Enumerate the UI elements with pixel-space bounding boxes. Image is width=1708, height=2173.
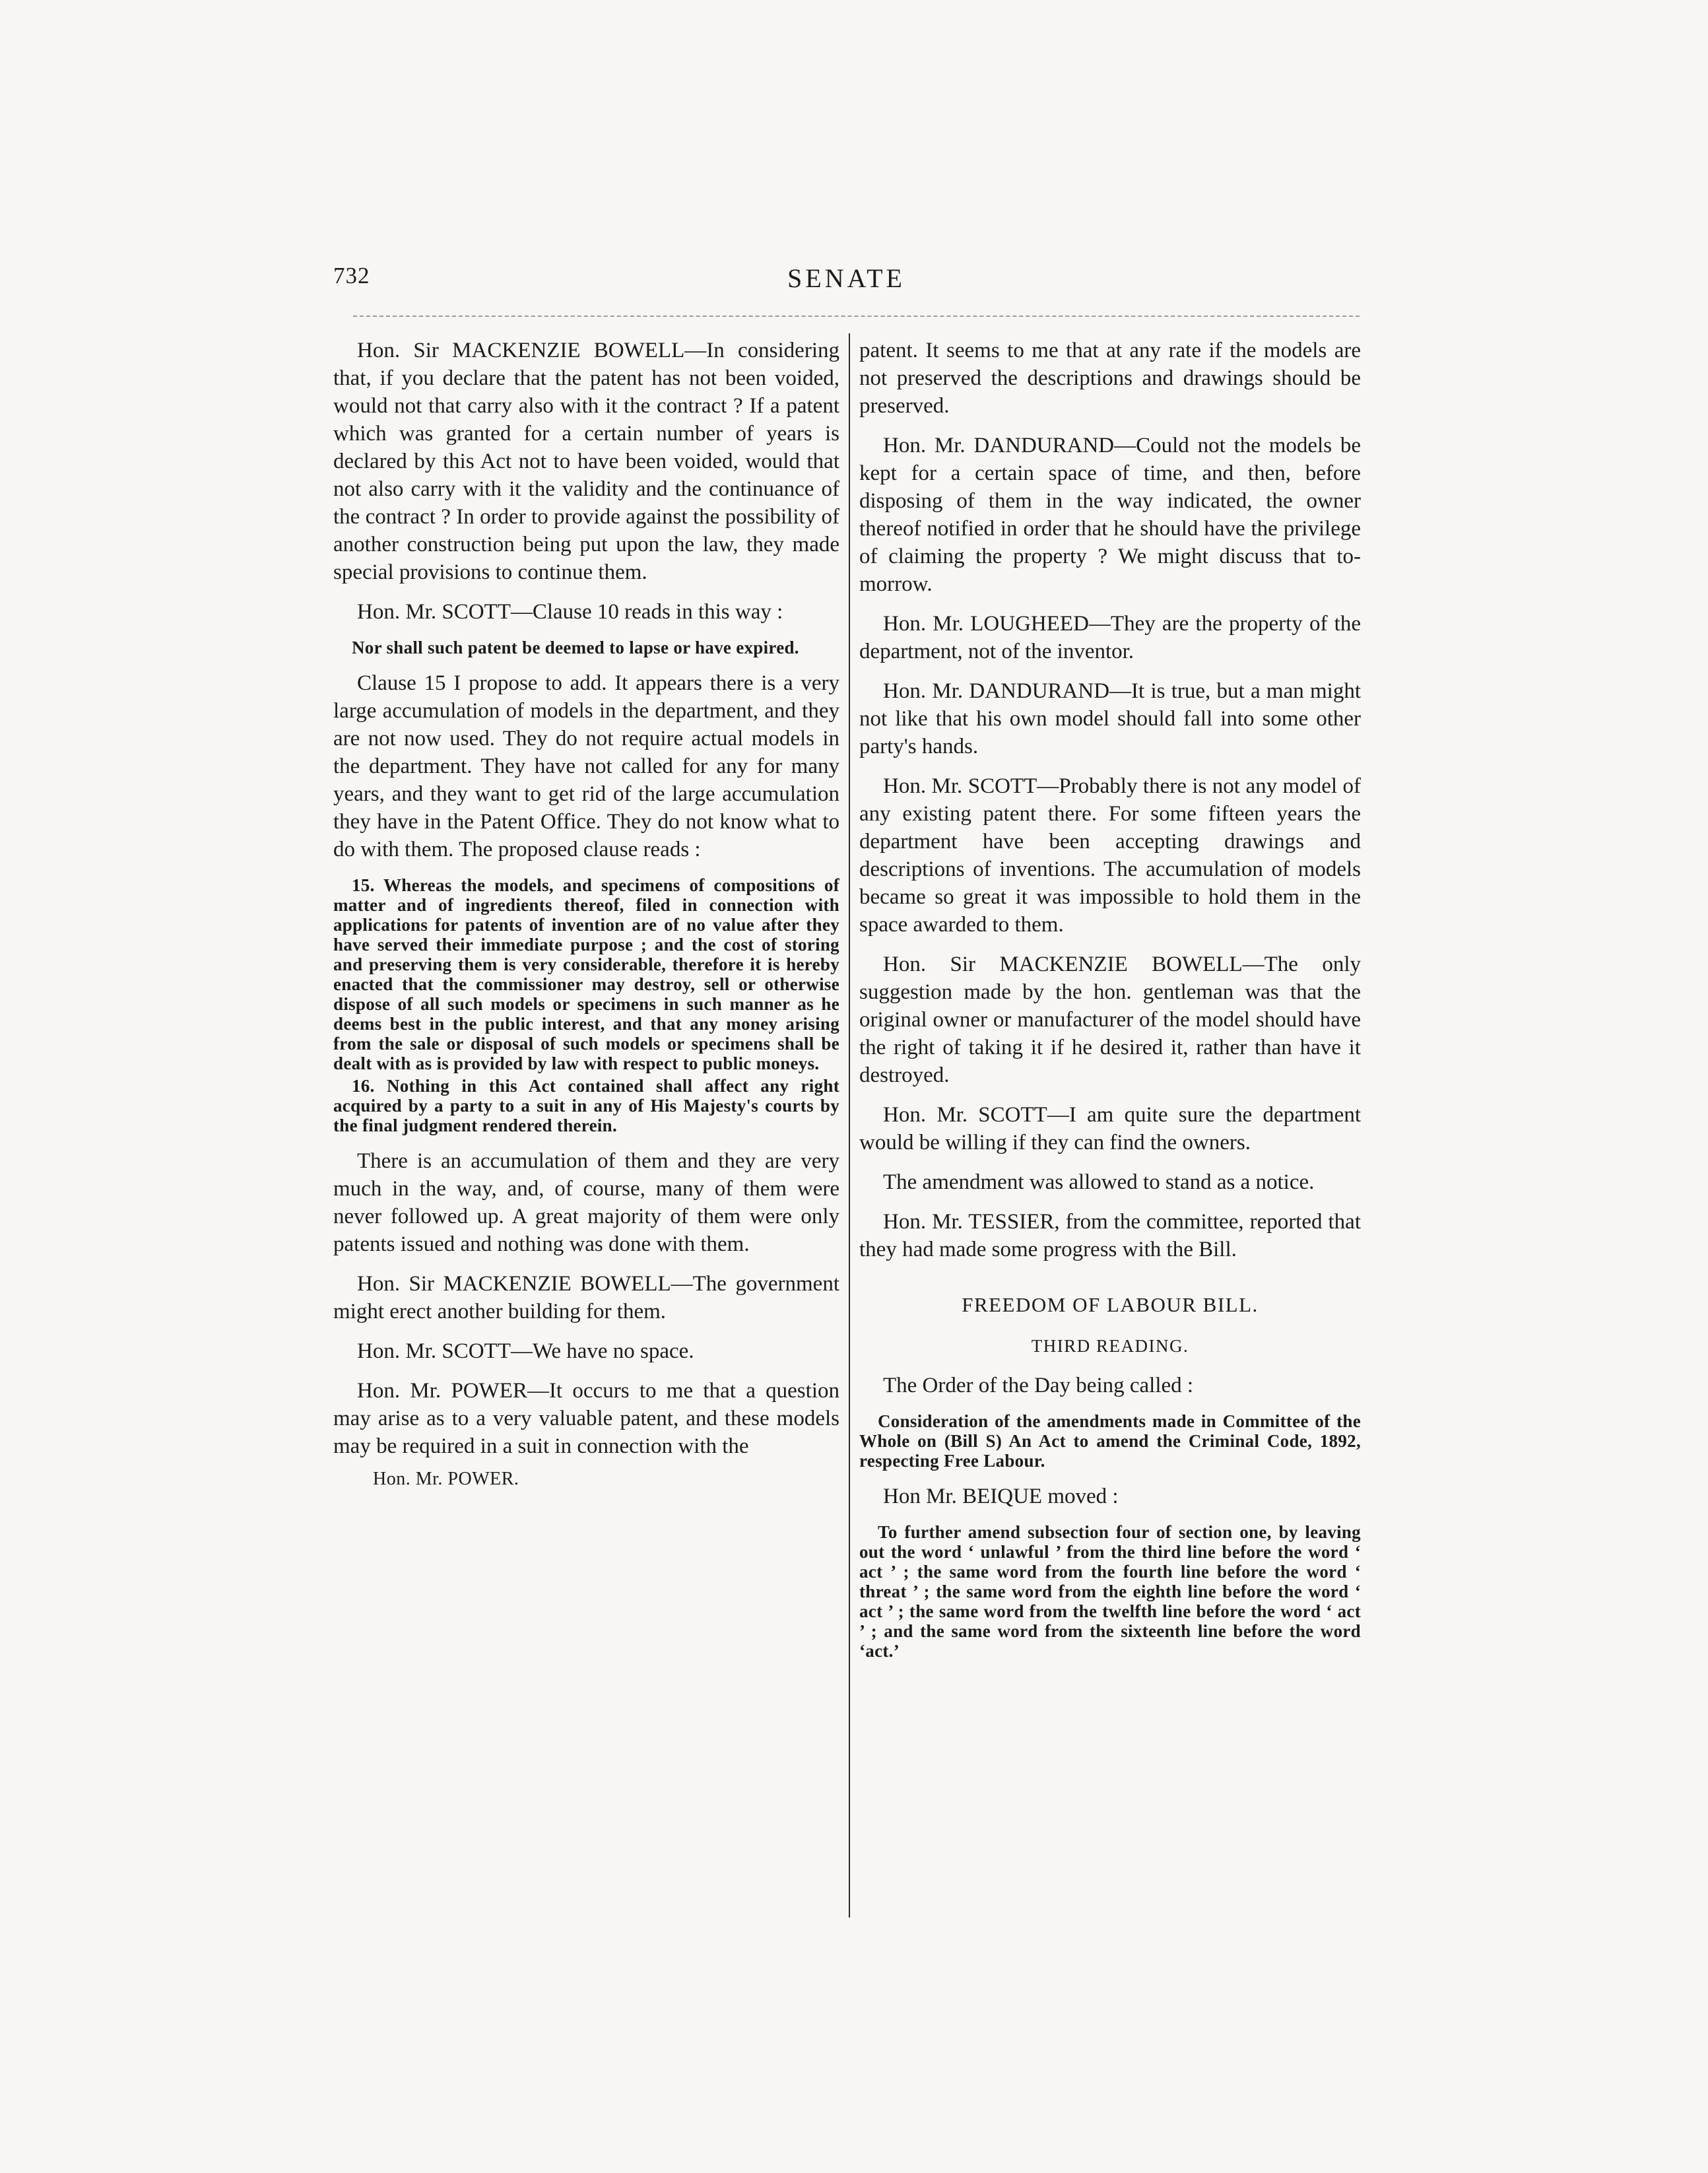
column-divider <box>849 333 850 1918</box>
page-number: 732 <box>333 263 370 288</box>
page-header <box>333 263 1360 296</box>
quote-paragraph: 15. Whereas the models, and specimens of compositions of matter and of ingredients thereof, filed in connection with applications for patents of invention are of no value after they have served their immediate purpose ; and the cost of storing and preserving them is very considerable, therefore it is hereby enacted that the commissioner may destroy, sell or otherwise dispose of all such models or specimens in such manner as he deems best in the public interest, and that any money arising from the sale or disposal of such models or specimens shall be dealt with as is provided by law with respect to public moneys. <box>333 875 839 1073</box>
paragraph: Hon. Mr. TESSIER, from the committee, reported that they had made some progress with the Bill. <box>859 1210 1361 1261</box>
paragraph: The Order of the Day being called : <box>883 1374 1194 1397</box>
paragraph: Hon. Mr. DANDURAND—Could not the models be kept for a certain space of time, and then, before disposing of them in the way indicated, the owner thereof notified in order that he should have the privilege of claiming the property ? We might discuss that to-morrow. <box>859 434 1361 596</box>
quoted-motion <box>859 1411 1361 1471</box>
section-subheading: THIRD READING. <box>1031 1336 1189 1356</box>
paragraph: Hon. Sir MACKENZIE BOWELL—The government might erect another building for them. <box>333 1272 839 1323</box>
quoted-clause <box>333 638 839 657</box>
paragraph: Hon. Mr. SCOTT—Clause 10 reads in this way : <box>357 600 783 624</box>
quoted-amendment <box>859 1522 1361 1661</box>
quote-paragraph: Consideration of the amendments made in Committee of the Whole on (Bill S) An Act to amend the Criminal Code, 1892, respecting Free Labour. <box>859 1411 1361 1471</box>
right-column <box>859 337 1361 1673</box>
header-rule <box>353 316 1360 317</box>
left-column <box>333 337 839 1493</box>
paragraph: Hon Mr. BEIQUE moved : <box>883 1485 1119 1508</box>
section-heading: FREEDOM OF LABOUR BILL. <box>962 1293 1259 1316</box>
paragraph: Hon. Mr. SCOTT—I am quite sure the department would be willing if they can find the owners. <box>859 1103 1361 1154</box>
paragraph: Hon. Sir MACKENZIE BOWELL—The only suggestion made by the hon. gentleman was that the original owner or manufacturer of the model should have the right of taking it if he desired it, rather than have it destroyed. <box>859 953 1361 1087</box>
quoted-clause <box>333 875 839 1135</box>
quote-paragraph: 16. Nothing in this Act contained shall affect any right acquired by a party to a suit in any of His Majesty's courts by the final judgment rendered therein. <box>333 1076 839 1135</box>
catchword-footer: Hon. Mr. POWER. <box>373 1469 519 1489</box>
paragraph: Hon. Mr. DANDURAND—It is true, but a man might not like that his own model should fall into some other party's hands. <box>859 679 1361 758</box>
paragraph: Hon. Mr. SCOTT—We have no space. <box>357 1339 694 1363</box>
paragraph: Hon. Mr. LOUGHEED—They are the property of the department, not of the inventor. <box>859 612 1361 663</box>
paragraph: Clause 15 I propose to add. It appears there is a very large accumulation of models in the department, and they are not now used. They do not require actual models in the department. They have not called for any for many years, and they want to get rid of the large accumulation they have in the Patent Office. They do not know what to do with them. The proposed clause reads : <box>333 671 839 861</box>
paragraph: Hon. Mr. POWER—It occurs to me that a question may arise as to a very valuable patent, and these models may be required in a suit in connection with the <box>333 1379 839 1458</box>
paragraph: There is an accumulation of them and they are very much in the way, and, of course, many of them were never followed up. A great majority of them were only patents issued and nothing was done with them. <box>333 1149 839 1256</box>
paragraph: The amendment was allowed to stand as a notice. <box>883 1170 1315 1194</box>
paragraph: Hon. Sir MACKENZIE BOWELL—In considering that, if you declare that the patent has not been voided, would not that carry also with it the contract ? If a patent which was granted for a certain number of years is declared by this Act not to have been voided, would that not also carry with it the validity and the continuance of the contract ? In order to provide against the possibility of another construction being put upon the law, they made special provisions to continue them. <box>333 339 839 584</box>
quote-paragraph: Nor shall such patent be deemed to lapse or have expired. <box>352 638 799 657</box>
quote-paragraph: To further amend subsection four of section one, by leaving out the word ‘ unlawful ’ from the third line before the word ‘ act ’ ; the same word from the fourth line before the word ‘ threat ’ ; the same word from the eighth line before the word ‘ act ’ ; the same word from the twelfth line before the word ‘ act ’ ; and the same word from the sixteenth line before the word ‘act.’ <box>859 1522 1361 1661</box>
paragraph: patent. It seems to me that at any rate if the models are not preserved the descriptions and drawings should be preserved. <box>859 339 1361 418</box>
running-head-title: SENATE <box>787 263 905 293</box>
paragraph: Hon. Mr. SCOTT—Probably there is not any model of any existing patent there. For some fifteen years the department have been accepting drawings and descriptions of inventions. The accumulation of models became so great it was impossible to hold them in the space awarded to them. <box>859 774 1361 937</box>
